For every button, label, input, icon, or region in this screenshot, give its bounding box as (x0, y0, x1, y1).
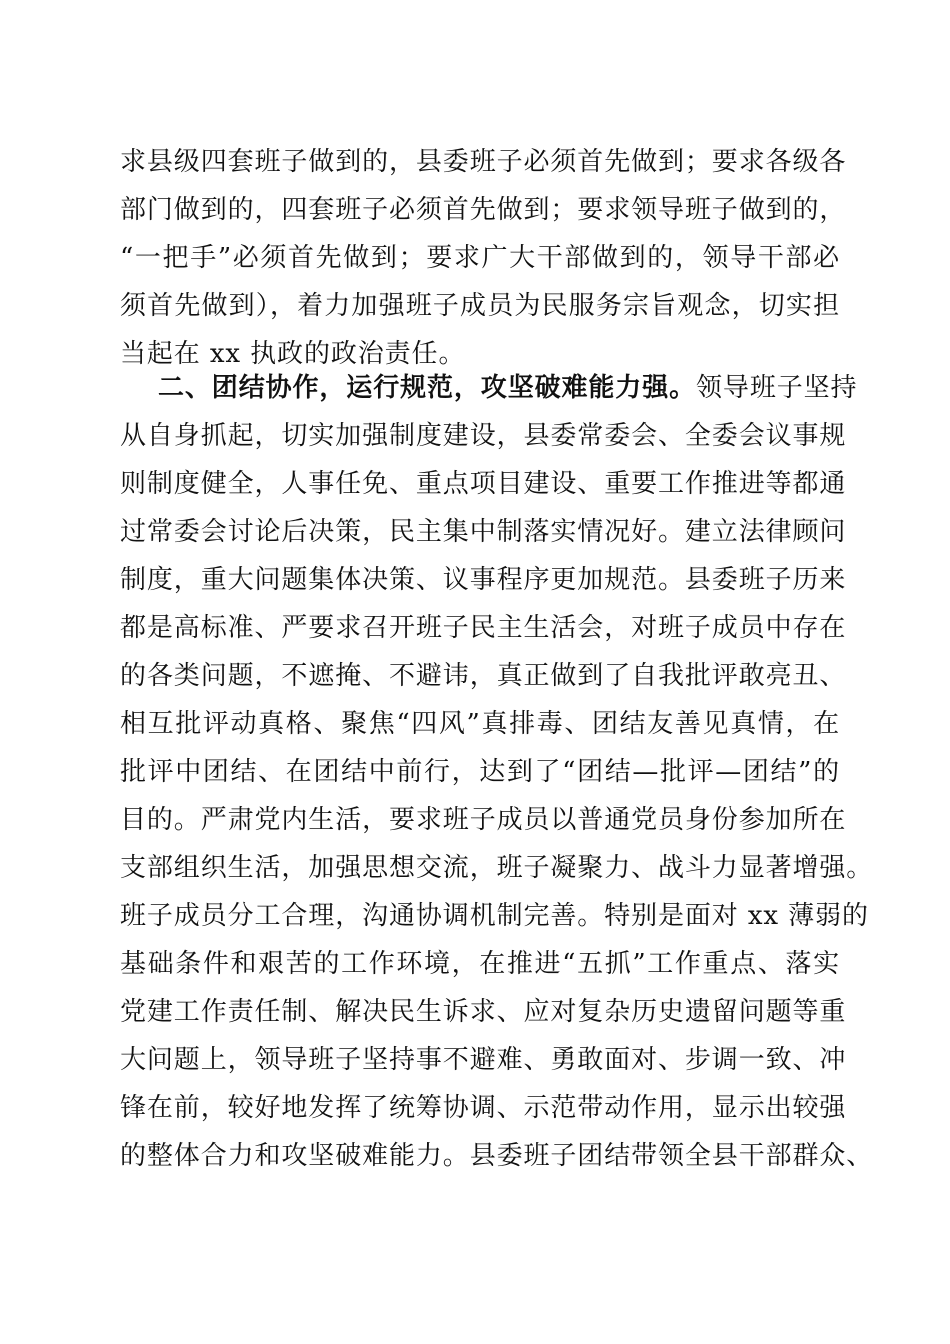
paragraph-line: 须首先做到），着力加强班子成员为民服务宗旨观念，切实担 (120, 291, 840, 321)
paragraph-line: 求县级四套班子做到的，县委班子必须首先做到；要求各级各 (120, 147, 847, 177)
paragraph-line: 相互批评动真格、聚焦“四风”真排毒、团结友善见真情，在 (120, 709, 840, 739)
section-heading: 二、团结协作，运行规范，攻坚破难能力强。 (158, 373, 697, 403)
paragraph-line: 锋在前，较好地发挥了统筹协调、示范带动作用，显示出较强 (120, 1093, 847, 1123)
paragraph-line: “一把手”必须首先做到；要求广大干部做到的，领导干部必 (120, 243, 840, 273)
paragraph-line: 过常委会讨论后决策，民主集中制落实情况好。建立法律顾问 (120, 517, 847, 547)
section-heading-continuation: 领导班子坚持 (696, 373, 858, 403)
paragraph-line: 目的。严肃党内生活，要求班子成员以普通党员身份参加所在 (120, 805, 847, 835)
section-2-first-line (120, 362, 858, 414)
paragraph-line: 制度，重大问题集体决策、议事程序更加规范。县委班子历来 (120, 565, 847, 595)
paragraph-line: 都是高标准、严要求召开班子民主生活会，对班子成员中存在 (120, 613, 847, 643)
paragraph-line: 批评中团结、在团结中前行，达到了“团结—批评—团结”的 (120, 757, 840, 787)
paragraph-line: 当起在 xx 执政的政治责任。 (120, 339, 466, 369)
paragraph-line: 的各类问题，不遮掩、不避讳，真正做到了自我批评敢亮丑、 (120, 661, 847, 691)
paragraph-line: 从自身抓起，切实加强制度建设，县委常委会、全委会议事规 (120, 421, 847, 451)
paragraph-line: 基础条件和艰苦的工作环境，在推进“五抓”工作重点、落实 (120, 949, 840, 979)
paragraph-line: 支部组织生活，加强思想交流，班子凝聚力、战斗力显著增强。 (120, 853, 874, 883)
paragraph-line: 党建工作责任制、解决民生诉求、应对复杂历史遗留问题等重 (120, 997, 847, 1027)
paragraph-line: 部门做到的，四套班子必须首先做到；要求领导班子做到的， (120, 195, 847, 225)
paragraph-line: 则制度健全，人事任免、重点项目建设、重要工作推进等都通 (120, 469, 847, 499)
paragraph-line: 大问题上，领导班子坚持事不避难、勇敢面对、步调一致、冲 (120, 1045, 847, 1075)
paragraph-line: 班子成员分工合理，沟通协调机制完善。特别是面对 xx 薄弱的 (120, 901, 869, 931)
paragraph-line: 的整体合力和攻坚破难能力。县委班子团结带领全县干部群众、 (120, 1141, 874, 1171)
